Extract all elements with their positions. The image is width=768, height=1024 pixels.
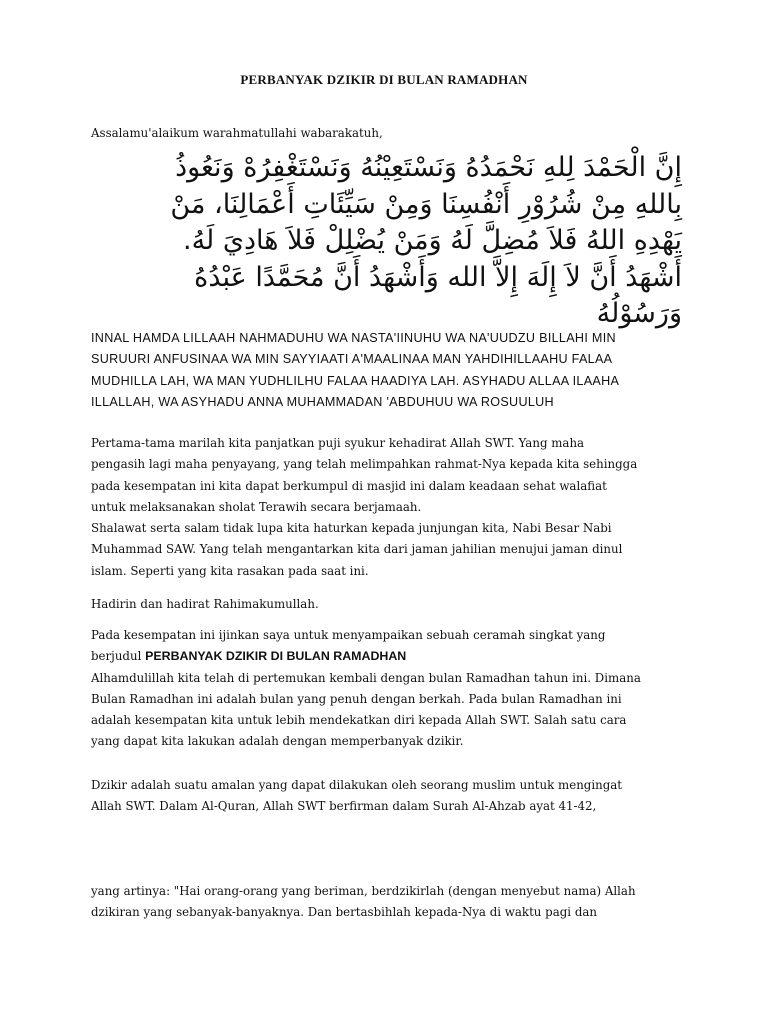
arabic-line: بِاللهِ مِنْ شُرُوْرِ أَنْفُسِنَا وَمِنْ سَيِّئَاتِ أَعْمَالِنَا، مَنْ xyxy=(170,188,682,220)
arabic-line: وَرَسُوْلُهُ xyxy=(596,298,682,329)
transliteration-line: MUDHILLA LAH, WA MAN YUDHLILHU FALAA HAADIYA LAH. ASYHADU ALLAA ILAAHA xyxy=(91,373,620,388)
paragraph-line: untuk melaksanakan sholat Terawih secara berjamaah. xyxy=(91,499,422,514)
berjudul-title: PERBANYAK DZIKIR DI BULAN RAMADHAN xyxy=(145,649,407,664)
paragraph-line: Bulan Ramadhan ini adalah bulan yang penuh dengan berkah. Pada bulan Ramadhan ini xyxy=(91,691,622,706)
paragraph-line: Pertama-tama marilah kita panjatkan puji syukur kehadirat Allah SWT. Yang maha xyxy=(91,436,585,450)
paragraph-line: yang artinya: "Hai orang-orang yang beriman, berdzikirlah (dengan menyebut nama) Allah xyxy=(91,884,636,898)
paragraph-line: adalah kesempatan kita untuk lebih mendekatkan diri kepada Allah SWT. Salah satu cara xyxy=(91,713,627,728)
paragraph-line: pengasih lagi maha penyayang, yang telah melimpahkan rahmat-Nya kepada kita sehingga xyxy=(91,457,638,472)
berjudul-prefix: berjudul xyxy=(91,649,146,664)
paragraph-artinya xyxy=(91,881,691,924)
paragraph-hadirin xyxy=(91,594,691,615)
paragraph-line: dzikiran yang sebanyak-banyaknya. Dan bertasbihlah kepada-Nya di waktu pagi dan xyxy=(91,905,597,920)
transliteration-line: INNAL HAMDA LILLAAH NAHMADUHU WA NASTA'IINUHU WA NA'UUDZU BILLAHI MIN xyxy=(91,331,616,345)
greeting xyxy=(91,123,691,144)
transliteration-line: SURUURI ANFUSINAA WA MIN SAYYIAATI A'MAALINAA MAN YAHDIHILLAAHU FALAA xyxy=(91,352,613,367)
arabic-line: أَشْهَدُ أَنَّ لاَ إِلَهَ إِلاَّ الله وَأَشْهَدُ أَنَّ مُحَمَّدًا عَبْدُهُ xyxy=(194,261,682,293)
hadirin-text: Hadirin dan hadirat Rahimakumullah. xyxy=(91,597,319,611)
paragraph-line: Dzikir adalah suatu amalan yang dapat dilakukan oleh seorang muslim untuk mengingat xyxy=(91,778,623,792)
paragraph-line: Shalawat serta salam tidak lupa kita haturkan kepada junjungan kita, Nabi Besar Nabi xyxy=(91,521,612,536)
paragraph-intro xyxy=(91,625,691,753)
berjudul-line xyxy=(91,646,691,667)
paragraph-line: Pada kesempatan ini ijinkan saya untuk menyampaikan sebuah ceramah singkat yang xyxy=(91,628,606,642)
transliteration xyxy=(91,328,691,413)
paragraph-dzikir xyxy=(91,775,691,818)
transliteration-line: ILLALLAH, WA ASYHADU ANNA MUHAMMADAN 'ABDUHUU WA ROSUULUH xyxy=(91,394,554,409)
greeting-text: Assalamu'alaikum warahmatullahi wabarakatuh, xyxy=(91,126,383,140)
paragraph-line: Alhamdulillah kita telah di pertemukan kembali dengan bulan Ramadhan tahun ini. Dimana xyxy=(91,670,641,685)
paragraph-line: islam. Seperti yang kita rasakan pada saat ini. xyxy=(91,563,369,578)
arabic-line: إِنَّ الْحَمْدَ لِلهِ نَحْمَدُهُ وَنَسْتَعِيْنُهُ وَنَسْتَغْفِرُهْ وَنَعُوذُ xyxy=(175,152,682,183)
arabic-line: يَهْدِهِ اللهُ فَلاَ مُضِلَّ لَهُ وَمَنْ يُضْلِلْ فَلاَ هَادِيَ لَهُ. xyxy=(183,225,682,256)
paragraph-line: Muhammad SAW. Yang telah mengantarkan kita dari jaman jahilian menujui jaman dinul xyxy=(91,542,623,557)
paragraph-line: Allah SWT. Dalam Al-Quran, Allah SWT berfirman dalam Surah Al-Ahzab ayat 41-42, xyxy=(91,799,597,814)
paragraph-opening xyxy=(91,433,691,582)
paragraph-line: pada kesempatan ini kita dapat berkumpul di masjid ini dalam keadaan sehat walafiat xyxy=(91,478,607,493)
document-title: PERBANYAK DZIKIR DI BULAN RAMADHAN xyxy=(240,72,528,87)
paragraph-line: yang dapat kita lakukan adalah dengan memperbanyak dzikir. xyxy=(91,734,464,749)
arabic-opening-prayer xyxy=(82,150,682,333)
